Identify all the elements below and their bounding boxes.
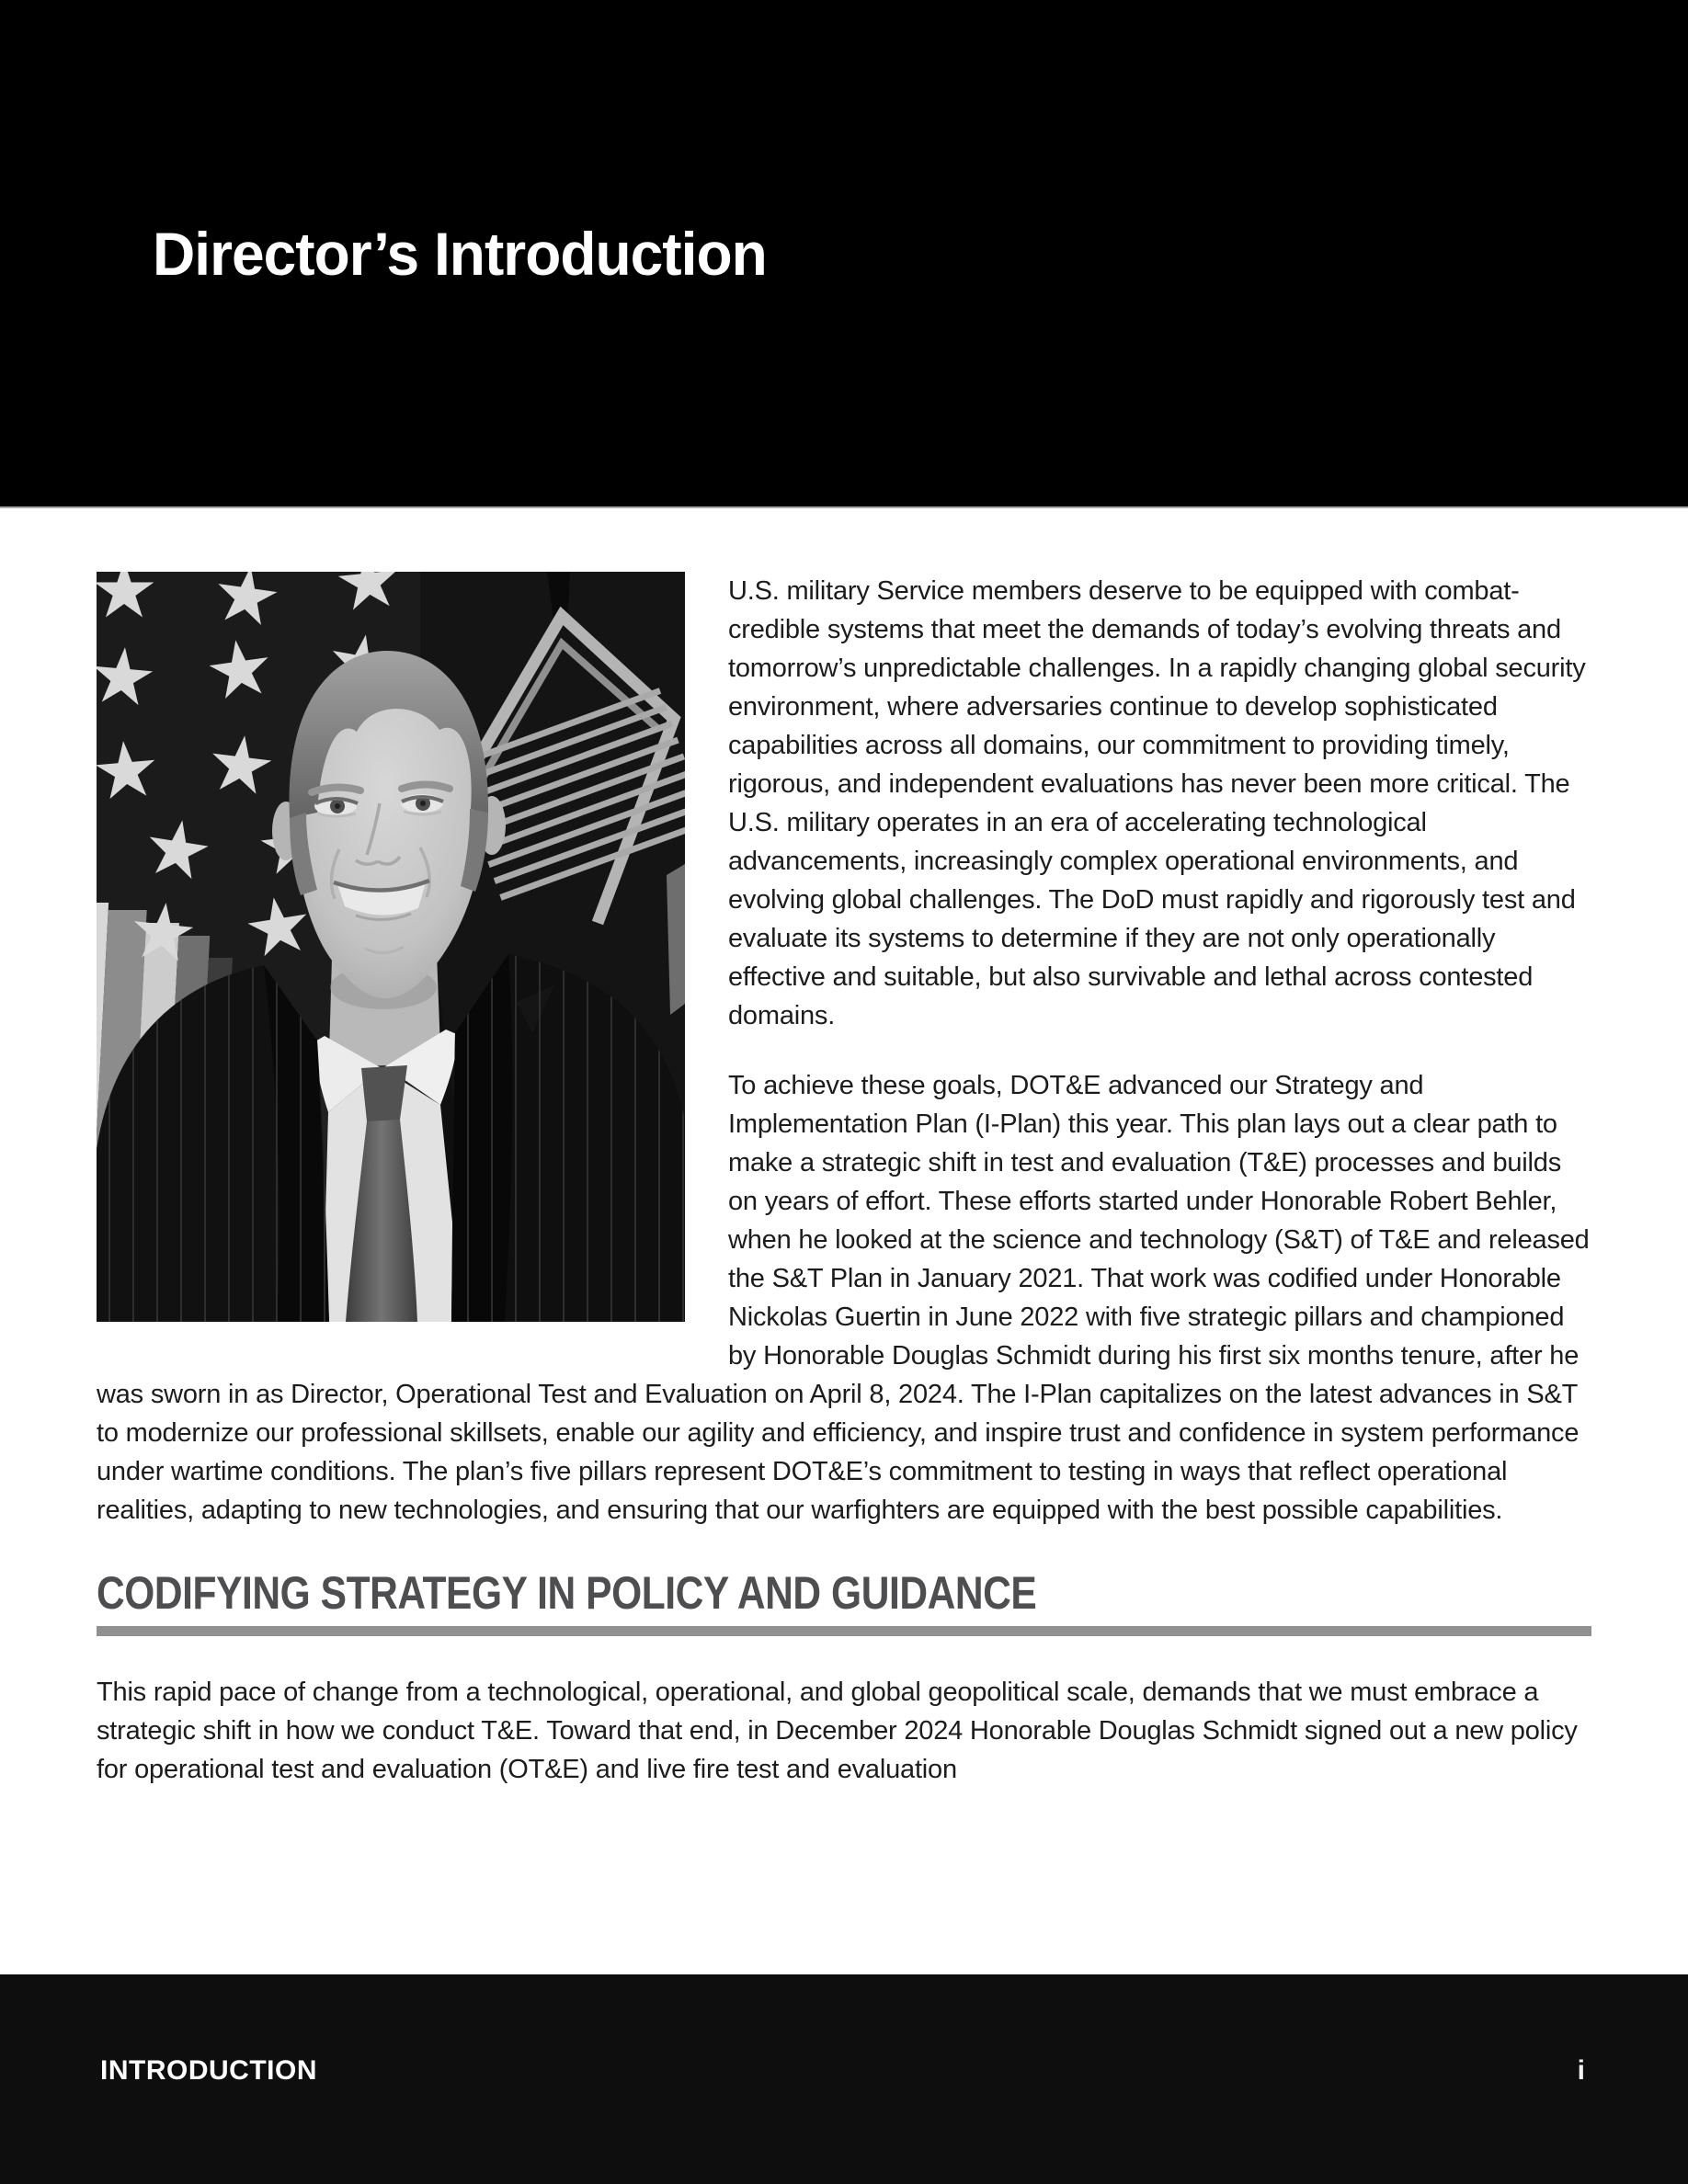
section-divider [97, 1626, 1591, 1636]
section-heading: CODIFYING STRATEGY IN POLICY AND GUIDANCE [97, 1567, 1037, 1619]
director-portrait-photo-icon [97, 572, 685, 1322]
page-footer [0, 1974, 1688, 2184]
footer-section-label: INTRODUCTION [100, 2055, 317, 2086]
section-paragraph-1: This rapid pace of change from a technological, operational, and global geopolitical scale, demands that we must embrace a strategic shift in how we conduct T&E. Toward that end, in December 2024 Honorable Douglas Schmidt signed out a new policy for operational test and evaluation (OT&E) and live fire test and evaluation [97, 1678, 1578, 1784]
intro-paragraph-2: To achieve these goals, DOT&E advanced our Strategy and Implementation Plan (I-Plan) this year. This plan lays out a clear path to make a strategic shift in test and evaluation (T&E) processes and builds on years of effort. These efforts started under Honorable Robert Behler, when he looked at the science and technology (S&T) of T&E and released the S&T Plan in January 2021. That work was codified under Honorable Nickolas Guertin in June 2022 with five strategic pillars and championed by Honorable Douglas Schmidt during his first six months tenure, after he was sworn in as Director, Operational Test and Evaluation on April 8, 2024. The I-Plan capitalizes on the latest advances in S&T to modernize our professional skillsets, enable our agility and efficiency, and inspire trust and confidence in system performance under wartime conditions. The plan’s five pillars represent DOT&E’s commitment to testing in ways that reflect operational realities, adapting to new technologies, and ensuring that our warfighters are equipped with the best possible capabilities. [97, 1071, 1590, 1525]
content-area [97, 572, 1591, 1820]
intro-paragraph-1: U.S. military Service members deserve to be equipped with combat-credible systems that meet the demands of today’s evolving threats and tomorrow’s unpredictable challenges. In a rapidly changing global security environment, where adversaries continue to develop sophisticated capabilities across all domains, our commitment to providing timely, rigorous, and independent evaluations has never been more critical. The U.S. military operates in an era of accelerating technological advancements, increasingly complex operational environments, and evolving global challenges. The DoD must rapidly and rigorously test and evaluate its systems to determine if they are not only operationally effective and suitable, but also survivable and lethal across contested domains. [728, 576, 1586, 1030]
director-portrait [97, 572, 685, 1322]
chapter-header [0, 0, 1688, 508]
footer-page-number: i [1577, 2055, 1585, 2086]
page-title: Director’s Introduction [153, 220, 767, 288]
